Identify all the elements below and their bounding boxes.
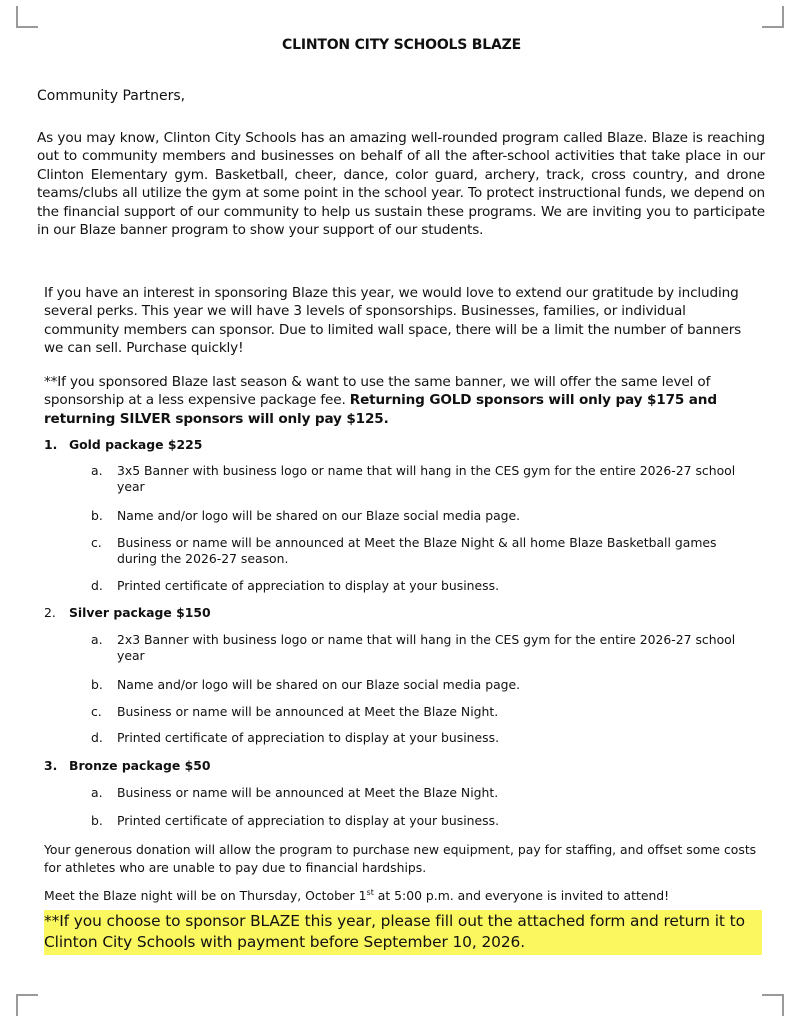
item-text: 3x5 Banner with business logo or name that will hang in the CES gym for the entire 2026-27 school year [117,463,736,494]
item-text: 2x3 Banner with business logo or name that will hang in the CES gym for the entire 2026-27 school year [117,632,736,663]
item-letter: a. [91,785,103,800]
package-name: Bronze package $50 [69,758,211,773]
greeting: Community Partners, [37,88,186,104]
item-letter: d. [91,578,103,593]
highlighted-deadline-note: **If you choose to sponsor BLAZE this year, please fill out the attached form and return it to Clinton City Schools with payment before September 10, 2026. [44,910,762,955]
returning-note-text: **If you sponsored Blaze last season & want to use the same banner, we will offer the same level of sponsorship at a less expensive package fee. [44,374,711,409]
item-text: Business or name will be announced at Meet the Blaze Night. [117,785,499,800]
returning-sponsor-note [44,373,766,428]
meet-night-ordinal: st [366,888,374,897]
item-letter: b. [91,677,103,692]
meet-night-text-before: Meet the Blaze night will be on Thursday, October 1 [44,888,367,904]
item-text: Printed certificate of appreciation to display at your business. [117,578,500,593]
list-item [91,813,751,829]
package-heading-silver [44,605,211,620]
meet-night-announcement [44,884,764,905]
list-item [91,632,751,664]
package-heading-bronze [44,758,210,773]
item-letter: d. [91,730,103,745]
returning-note-bold: Returning GOLD sponsors will only pay $175 and returning SILVER sponsors will only pay $125. [44,392,717,427]
item-text: Name and/or logo will be shared on our Blaze social media page. [117,677,521,692]
item-text: Business or name will be announced at Meet the Blaze Night & all home Blaze Basketball games during the 2026-27 season. [117,535,717,566]
list-item [91,535,751,567]
list-item [91,463,751,495]
list-item [91,730,751,746]
item-letter: b. [91,813,103,828]
package-heading-gold [44,437,202,452]
intro-paragraph: As you may know, Clinton City Schools has an amazing well-rounded program called Blaze. Blaze is reaching out to community members and businesses on behalf of all the after-school activities that take place in our Clinton Elementary gym. Basketball, cheer, dance, color guard, archery, track, cross country, and drone teams/clubs all utilize the gym at some point in the school year. To protect instructional funds, we depend on the financial support of our community to help us sustain these programs. We are inviting you to participate in our Blaze banner program to show your support of our students. [37,130,765,239]
crop-mark-top-left [16,6,38,28]
item-text: Name and/or logo will be shared on our Blaze social media page. [117,508,521,523]
item-letter: c. [91,704,102,719]
document-title: CLINTON CITY SCHOOLS BLAZE [282,37,521,53]
list-item [91,508,751,524]
item-text: Printed certificate of appreciation to display at your business. [117,813,500,828]
item-text: Business or name will be announced at Meet the Blaze Night. [117,704,499,719]
list-item [91,677,751,693]
item-letter: b. [91,508,103,523]
donation-paragraph: Your generous donation will allow the program to purchase new equipment, pay for staffing, and offset some costs for athletes who are unable to pay due to financial hardships. [44,842,757,875]
item-letter: a. [91,463,103,478]
list-item [91,785,751,801]
meet-night-text-after: at 5:00 p.m. and everyone is invited to attend! [373,888,670,904]
list-item [91,578,751,594]
crop-mark-top-right [762,6,784,28]
crop-mark-bottom-right [762,994,784,1016]
package-name: Gold package $225 [69,437,203,452]
crop-mark-bottom-left [16,994,38,1016]
item-text: Printed certificate of appreciation to display at your business. [117,730,500,745]
item-letter: a. [91,632,103,647]
list-item [91,704,751,720]
package-number: 2. [44,605,56,620]
item-letter: c. [91,535,102,550]
package-number: 3. [44,758,58,773]
package-number: 1. [44,437,58,452]
sponsor-paragraph: If you have an interest in sponsoring Blaze this year, we would love to extend our gratitude by including several perks. This year we will have 3 levels of sponsorships. Businesses, families, or individual community members can sponsor. Due to limited wall space, there will be a limit the number of banners we can sell. Purchase quickly! [44,285,742,357]
package-name: Silver package $150 [69,605,211,620]
